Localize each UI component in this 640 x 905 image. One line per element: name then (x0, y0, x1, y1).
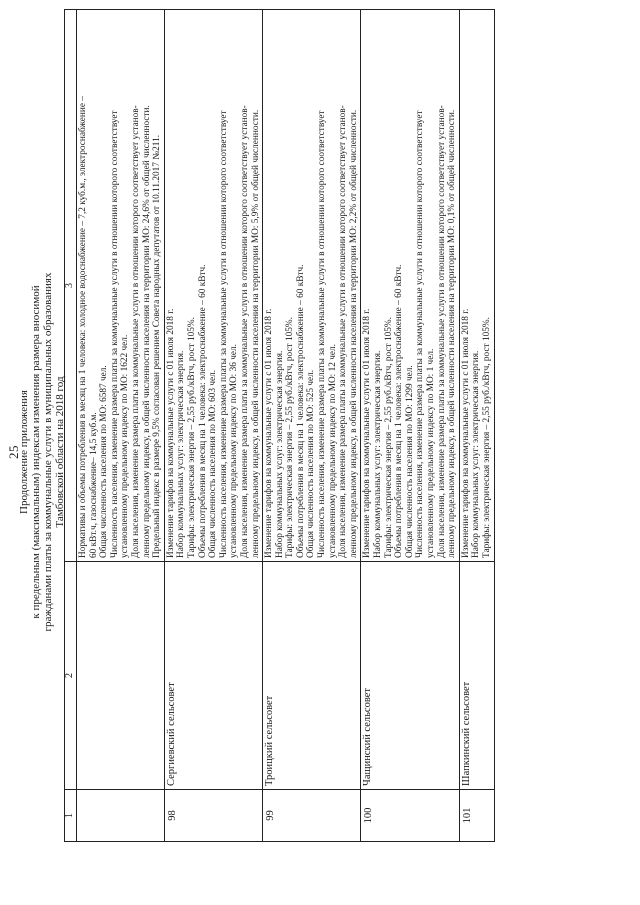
tariff-description (361, 10, 459, 562)
header-line: к предельным (максимальным) индексам изменения размера вносимой (30, 285, 42, 619)
municipality-name: Сергиевский сельсовет (164, 562, 262, 790)
description-line: Нормативы и объемы потребления в месяц на 1 человека: холодное водоснабжение – 7,2 куб.м., электроснабжение – (78, 96, 88, 558)
description-line: Численность населения, изменение размера платы за коммунальные услуги в отношении которого соответствует (218, 110, 229, 558)
description-line: Изменение тарифов на коммунальные услуги с 01 июля 2018 г. (362, 308, 373, 558)
description-line: Общая численность населения по МО: 1299 чел. (404, 365, 415, 558)
row-number (77, 790, 165, 842)
appendix-header (18, 2, 66, 902)
table-row (361, 10, 459, 842)
description-line: Изменение тарифов на коммунальные услуги с 01 июля 2018 г. (264, 308, 275, 558)
description-line: Численность населения, изменение размера платы за коммунальные услуги в отношении которого соответствует (415, 110, 426, 558)
description-line: Доля населения, изменение размера платы за коммунальные услуги в отношении которого соответствует установ- (239, 105, 250, 558)
tariff-description (164, 10, 262, 562)
description-line: Общая численность населения по МО: 6587 чел. (99, 365, 110, 558)
header-line: гражданами платы за коммунальные услуги в муниципальных образованиях (42, 272, 54, 632)
description-line: Набор коммунальных услуг: электрическая энергия. (176, 350, 187, 558)
description-line: ленному предельному индексу, в общей численности населения на территории МО: 2,2% от общей численности. (348, 109, 359, 558)
page-number: 25 (6, 445, 21, 459)
description-line: Объемы потребления в месяц на 1 человека: электроснабжение – 60 кВтч. (295, 264, 306, 558)
description-line: установленному предельному индексу по МО: 36 чел. (229, 344, 240, 558)
column-header: 3 (65, 10, 77, 562)
header-line: Тамбовской области на 2018 год (54, 376, 66, 528)
header-line: Продолжение приложения (18, 390, 30, 514)
tariff-table (64, 9, 495, 842)
row-number: 98 (164, 790, 262, 842)
row-number: 99 (263, 790, 361, 842)
municipality-name (77, 562, 165, 790)
description-line: Общая численность населения по МО: 525 чел. (306, 369, 317, 558)
description-line: ленному предельному индексу, в общей численности населения на территории МО: 24,6% от общей численности. (141, 105, 152, 558)
description-line: Тарифы: электрическая энергия – 2,55 руб./кВтч, рост 105%. (186, 317, 197, 558)
description-line: Набор коммунальных услуг: электрическая энергия. (274, 350, 285, 558)
description-line: ленному предельному индексу, в общей численности населения на территории МО: 0,1% от общей численности. (447, 109, 458, 558)
description-line: Доля населения, изменение размера платы за коммунальные услуги в отношении которого соответствует установ- (338, 105, 349, 558)
table-row (459, 10, 494, 842)
description-line: Объемы потребления в месяц на 1 человека: электроснабжение – 60 кВтч. (394, 264, 405, 558)
municipality-name: Чащинский сельсовет (361, 562, 459, 790)
municipality-name: Шапкинский сельсовет (459, 562, 494, 790)
table-header-row (65, 10, 77, 842)
description-line: установленному предельному индексу по МО: 1622 чел. (120, 334, 131, 558)
tariff-description (77, 10, 165, 562)
description-line: Предельный индекс в размере 9,5% согласован решением Совета народных депутатов от 10.11.2017 №211. (152, 134, 163, 558)
description-line: установленному предельному индексу по МО: 12 чел. (327, 344, 338, 558)
column-header: 1 (65, 790, 77, 842)
description-line: Численность населения, изменение размера платы за коммунальные услуги в отношении которого соответствует (109, 110, 120, 558)
tariff-description (263, 10, 361, 562)
table-row (164, 10, 262, 842)
description-line: Объемы потребления в месяц на 1 человека: электроснабжение – 60 кВтч. (197, 264, 208, 558)
row-number: 100 (361, 790, 459, 842)
description-line: ленному предельному индексу, в общей численности населения на территории МО: 5,9% от общей численности. (250, 109, 261, 558)
description-line: установленному предельному индексу по МО: 1 чел. (426, 348, 436, 558)
description-line: 60 кВт.ч, газоснабжение– 14,5 куб.м. (88, 412, 99, 558)
row-number: 101 (459, 790, 494, 842)
municipality-name: Троицкий сельсовет (263, 562, 361, 790)
description-line: Доля населения, изменение размера платы за коммунальные услуги в отношении которого соответствует установ- (436, 105, 447, 558)
description-line: Тарифы: электрическая энергия – 2,55 руб./кВтч, рост 105%. (481, 317, 492, 558)
description-line: Численность населения, изменение размера платы за коммунальные услуги в отношении которого соответствует (317, 110, 328, 558)
table-row (77, 10, 165, 842)
description-line: Изменение тарифов на коммунальные услуги с 01 июля 2018 г. (165, 308, 176, 558)
rotated-sheet (0, 2, 640, 902)
description-line: Набор коммунальных услуг: электрическая энергия. (373, 350, 384, 558)
description-line: Тарифы: электрическая энергия – 2,55 руб./кВтч, рост 105%. (383, 317, 394, 558)
description-line: Набор коммунальных услуг: электрическая энергия. (471, 350, 482, 558)
description-line: Тарифы: электрическая энергия – 2,55 руб./кВтч, рост 105%. (285, 317, 296, 558)
description-line: Изменение тарифов на коммунальные услуги с 01 июля 2018 г. (460, 308, 471, 558)
column-header: 2 (65, 562, 77, 790)
tariff-description (459, 10, 494, 562)
table-row (263, 10, 361, 842)
description-line: Доля населения, изменение размера платы за коммунальные услуги в отношении которого соответствует установ- (130, 105, 141, 558)
description-line: Общая численность населения по МО: 603 чел. (208, 369, 219, 558)
